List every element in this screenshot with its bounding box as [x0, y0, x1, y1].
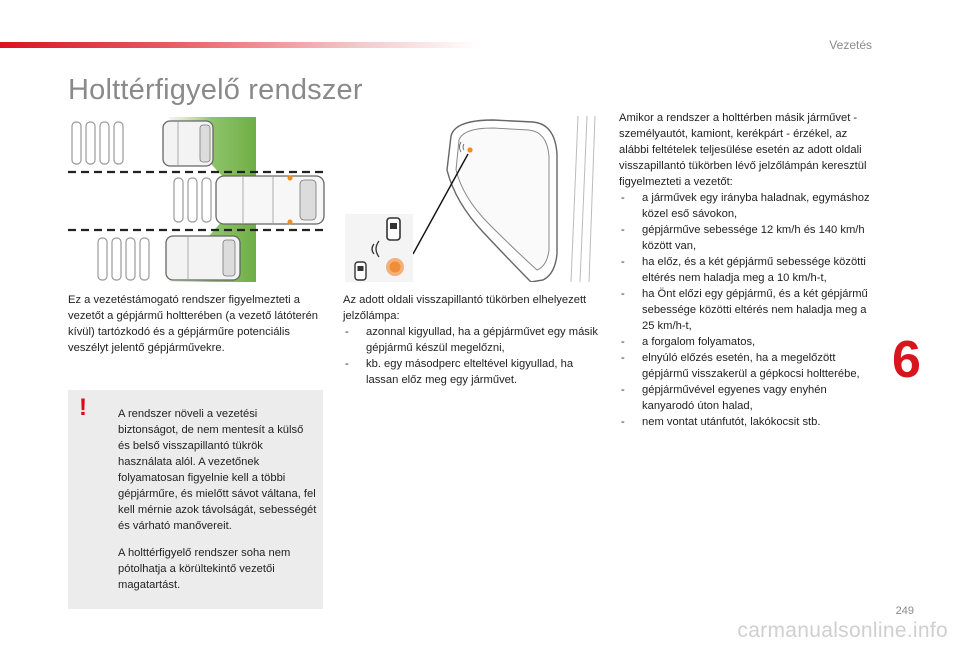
mirror-section-intro: Az adott oldali visszapillantó tükörben elhelyezett jelzőlámpa:	[343, 294, 587, 322]
intro-text: Ez a vezetéstámogató rendszer figyelmezteti a vezetőt a gépjármű holtterében (a vezető látóterén kívül) tartózkodó és a gépjárműre potenciális veszélyt jelentő gépjárművekre.	[68, 294, 319, 354]
vehicle-upper	[163, 121, 213, 166]
conditions-section	[619, 110, 877, 430]
list-item: - a járművek egy irányba haladnak, egymáshoz közel eső sávokon,	[619, 190, 877, 222]
list-item: - kb. egy másodperc elteltével kigyullad, ha lassan előz meg egy járművet.	[343, 356, 608, 388]
chapter-number: 6	[892, 331, 921, 389]
list-item: - azonnal kigyullad, ha a gépjárművet egy másik gépjármű készül megelőzni,	[343, 324, 608, 356]
warning-paragraph: A rendszer növeli a vezetési biztonságot, de nem mentesít a külső és belső visszapillantó tükrök használata alól. A vezetőnek folyamatosan figyelnie kell a többi gépjárműre, és mielőtt sávot váltana, fel kell mérnie azok távolságát, sebességét és várható manővereit.	[118, 408, 317, 533]
intro-paragraph	[68, 292, 323, 356]
lit-lamp-core	[390, 262, 401, 273]
conditions-list	[619, 190, 877, 430]
warning-paragraph: A holttérfigyelő rendszer soha nem pótolhatja a körültekintő vezetői magatartást.	[118, 547, 291, 592]
list-item: - nem vontat utánfutót, lakókocsit stb.	[619, 414, 877, 430]
ghost-vehicles-upper	[72, 122, 123, 164]
conditions-intro: Amikor a rendszer a holttérben másik járművet - személyautót, kamiont, kerékpárt - érzékel, az alábbi feltételek teljesülése esetén az adott oldali visszapillantó tükörben lévő jelzőlámpán keresztül figyelmezteti a vezetőt:	[619, 112, 867, 188]
ghost-vehicles-middle	[174, 178, 211, 222]
mirror-lamp-section	[343, 292, 608, 388]
page-title: Holttérfigyelő rendszer	[68, 74, 363, 106]
list-item: - gépjárművével egyenes vagy enyhén kanyarodó úton halad,	[619, 382, 877, 414]
list-item: - gépjárműve sebessége 12 km/h és 140 km/h között van,	[619, 222, 877, 254]
chapter-name: Vezetés	[829, 38, 872, 52]
list-item: - ha előz, és a két gépjármű sebessége közötti eltérés nem haladja meg a 10 km/h-t,	[619, 254, 877, 286]
mirror-lamp-list	[343, 324, 608, 388]
side-mirror-warning-lamp-illustration	[343, 114, 603, 282]
header-accent-bar	[0, 42, 480, 48]
ghost-vehicles-lower	[98, 238, 149, 280]
list-item: - a forgalom folyamatos,	[619, 334, 877, 350]
page-number: 249	[895, 605, 914, 617]
vehicle-lower	[166, 236, 240, 280]
own-vehicle	[216, 176, 324, 225]
blind-spot-traffic-illustration	[68, 114, 328, 282]
watermark: carmanualsonline.info	[737, 619, 948, 642]
pointer-line	[413, 154, 468, 254]
warning-box	[68, 390, 323, 609]
exclamation-icon: !	[79, 394, 87, 421]
warning-lamp	[467, 147, 472, 152]
list-item: - elnyúló előzés esetén, ha a megelőzött gépjármű visszakerül a gépkocsi holtterébe,	[619, 350, 877, 382]
warning-text	[118, 395, 318, 605]
list-item: - ha Önt előzi egy gépjármű, és a két gépjármű sebessége közötti eltérés nem haladja meg a 25 km/h-t,	[619, 286, 877, 334]
